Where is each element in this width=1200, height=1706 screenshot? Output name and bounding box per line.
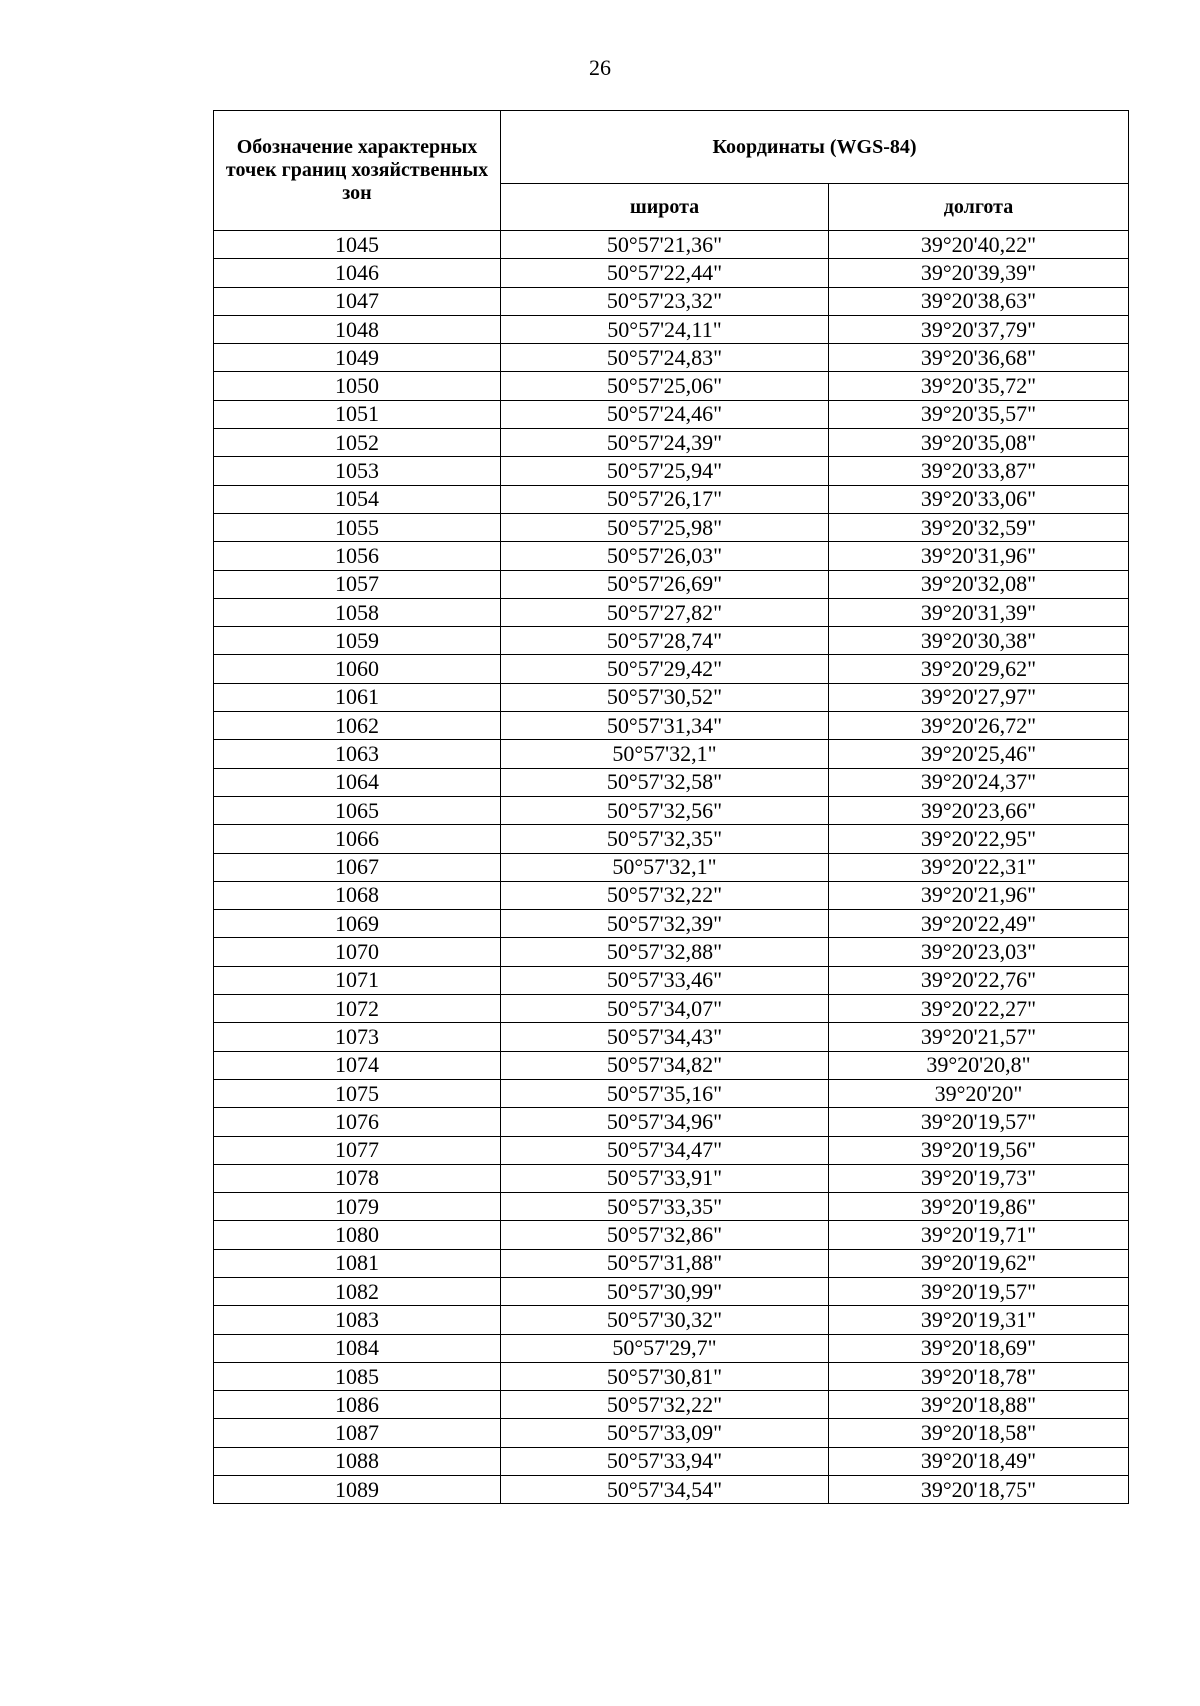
page-number: 26 [589,55,611,80]
table-row [214,1334,1129,1362]
longitude-cell: 39°20'31,96" [829,542,1129,570]
table-row [214,938,1129,966]
latitude-cell: 50°57'31,34" [501,712,829,740]
longitude-cell: 39°20'39,39" [829,259,1129,287]
longitude-cell: 39°20'18,49" [829,1447,1129,1475]
longitude-cell: 39°20'23,03" [829,938,1129,966]
point-cell: 1067 [214,853,501,881]
latitude-cell: 50°57'33,46" [501,966,829,994]
longitude-cell: 39°20'19,56" [829,1136,1129,1164]
longitude-cell: 39°20'30,38" [829,627,1129,655]
point-cell: 1060 [214,655,501,683]
table-row [214,231,1129,259]
latitude-cell: 50°57'32,35" [501,825,829,853]
point-cell: 1069 [214,910,501,938]
table-row [214,1051,1129,1079]
point-cell: 1061 [214,683,501,711]
point-cell: 1051 [214,400,501,428]
table-row [214,1108,1129,1136]
point-cell: 1070 [214,938,501,966]
point-cell: 1074 [214,1051,501,1079]
longitude-cell: 39°20'21,57" [829,1023,1129,1051]
latitude-cell: 50°57'34,07" [501,995,829,1023]
point-cell: 1052 [214,429,501,457]
latitude-cell: 50°57'24,39" [501,429,829,457]
latitude-cell: 50°57'30,32" [501,1306,829,1334]
longitude-cell: 39°20'22,49" [829,910,1129,938]
coordinates-header: Координаты (WGS-84) [501,111,1129,184]
table-row [214,825,1129,853]
point-cell: 1072 [214,995,501,1023]
latitude-cell: 50°57'35,16" [501,1079,829,1107]
longitude-cell: 39°20'35,08" [829,429,1129,457]
point-cell: 1081 [214,1249,501,1277]
latitude-cell: 50°57'24,11" [501,315,829,343]
point-cell: 1080 [214,1221,501,1249]
table-body [214,231,1129,1504]
latitude-cell: 50°57'26,03" [501,542,829,570]
point-cell: 1050 [214,372,501,400]
point-cell: 1088 [214,1447,501,1475]
table-row [214,1362,1129,1390]
table-row [214,1447,1129,1475]
latitude-cell: 50°57'29,42" [501,655,829,683]
table-row [214,1221,1129,1249]
longitude-cell: 39°20'18,69" [829,1334,1129,1362]
point-cell: 1049 [214,344,501,372]
table-row [214,995,1129,1023]
longitude-cell: 39°20'19,71" [829,1221,1129,1249]
latitude-cell: 50°57'25,06" [501,372,829,400]
longitude-cell: 39°20'18,58" [829,1419,1129,1447]
longitude-cell: 39°20'23,66" [829,796,1129,824]
point-cell: 1066 [214,825,501,853]
table-row [214,627,1129,655]
point-cell: 1073 [214,1023,501,1051]
table-row [214,259,1129,287]
point-cell: 1075 [214,1079,501,1107]
table-row [214,1079,1129,1107]
longitude-cell: 39°20'19,31" [829,1306,1129,1334]
header-row [214,111,1129,184]
longitude-cell: 39°20'35,57" [829,400,1129,428]
longitude-cell: 39°20'40,22" [829,231,1129,259]
latitude-cell: 50°57'26,17" [501,485,829,513]
longitude-cell: 39°20'26,72" [829,712,1129,740]
latitude-cell: 50°57'32,86" [501,1221,829,1249]
longitude-cell: 39°20'22,95" [829,825,1129,853]
latitude-cell: 50°57'34,54" [501,1476,829,1504]
table-header [214,111,1129,231]
table-row [214,853,1129,881]
table-row [214,287,1129,315]
longitude-cell: 39°20'29,62" [829,655,1129,683]
latitude-cell: 50°57'32,22" [501,1391,829,1419]
table-row [214,1193,1129,1221]
point-cell: 1059 [214,627,501,655]
longitude-cell: 39°20'19,62" [829,1249,1129,1277]
table-row [214,513,1129,541]
latitude-cell: 50°57'32,1" [501,740,829,768]
longitude-cell: 39°20'22,27" [829,995,1129,1023]
longitude-header: долгота [829,184,1129,231]
longitude-cell: 39°20'24,37" [829,768,1129,796]
table-row [214,1306,1129,1334]
latitude-cell: 50°57'24,83" [501,344,829,372]
table-row [214,768,1129,796]
latitude-cell: 50°57'34,47" [501,1136,829,1164]
point-cell: 1087 [214,1419,501,1447]
latitude-cell: 50°57'32,1" [501,853,829,881]
longitude-cell: 39°20'37,79" [829,315,1129,343]
table-row [214,598,1129,626]
latitude-cell: 50°57'34,82" [501,1051,829,1079]
longitude-cell: 39°20'25,46" [829,740,1129,768]
table-row [214,1476,1129,1504]
coordinates-table [213,110,1129,1504]
point-cell: 1064 [214,768,501,796]
latitude-cell: 50°57'24,46" [501,400,829,428]
point-cell: 1053 [214,457,501,485]
latitude-cell: 50°57'32,88" [501,938,829,966]
longitude-cell: 39°20'20,8" [829,1051,1129,1079]
table-row [214,881,1129,909]
table-row [214,400,1129,428]
table-row [214,429,1129,457]
longitude-cell: 39°20'33,06" [829,485,1129,513]
longitude-cell: 39°20'36,68" [829,344,1129,372]
longitude-cell: 39°20'27,97" [829,683,1129,711]
table-row [214,344,1129,372]
point-cell: 1078 [214,1164,501,1192]
point-cell: 1058 [214,598,501,626]
longitude-cell: 39°20'20" [829,1079,1129,1107]
table-row [214,683,1129,711]
point-cell: 1063 [214,740,501,768]
latitude-cell: 50°57'32,58" [501,768,829,796]
point-cell: 1065 [214,796,501,824]
latitude-cell: 50°57'33,09" [501,1419,829,1447]
point-cell: 1046 [214,259,501,287]
longitude-cell: 39°20'38,63" [829,287,1129,315]
point-cell: 1062 [214,712,501,740]
table-row [214,1249,1129,1277]
latitude-cell: 50°57'33,35" [501,1193,829,1221]
point-cell: 1054 [214,485,501,513]
latitude-cell: 50°57'34,43" [501,1023,829,1051]
table-row [214,372,1129,400]
table-row [214,712,1129,740]
latitude-cell: 50°57'30,81" [501,1362,829,1390]
table-row [214,1419,1129,1447]
latitude-cell: 50°57'30,52" [501,683,829,711]
latitude-cell: 50°57'28,74" [501,627,829,655]
longitude-cell: 39°20'18,75" [829,1476,1129,1504]
table-row [214,796,1129,824]
point-cell: 1084 [214,1334,501,1362]
longitude-cell: 39°20'31,39" [829,598,1129,626]
latitude-cell: 50°57'22,44" [501,259,829,287]
latitude-cell: 50°57'32,22" [501,881,829,909]
point-cell: 1085 [214,1362,501,1390]
longitude-cell: 39°20'22,76" [829,966,1129,994]
point-cell: 1048 [214,315,501,343]
latitude-cell: 50°57'26,69" [501,570,829,598]
longitude-cell: 39°20'19,86" [829,1193,1129,1221]
table-row [214,485,1129,513]
table-row [214,655,1129,683]
latitude-cell: 50°57'32,56" [501,796,829,824]
latitude-cell: 50°57'30,99" [501,1277,829,1305]
point-cell: 1082 [214,1277,501,1305]
latitude-cell: 50°57'25,98" [501,513,829,541]
latitude-header: широта [501,184,829,231]
latitude-cell: 50°57'33,94" [501,1447,829,1475]
latitude-cell: 50°57'25,94" [501,457,829,485]
table-row [214,1136,1129,1164]
latitude-cell: 50°57'21,36" [501,231,829,259]
longitude-cell: 39°20'18,78" [829,1362,1129,1390]
table-row [214,315,1129,343]
table-row [214,1023,1129,1051]
point-cell: 1089 [214,1476,501,1504]
table-row [214,966,1129,994]
point-cell: 1077 [214,1136,501,1164]
table-row [214,740,1129,768]
point-cell: 1083 [214,1306,501,1334]
table-row [214,910,1129,938]
point-cell: 1079 [214,1193,501,1221]
point-cell: 1071 [214,966,501,994]
table-row [214,570,1129,598]
latitude-cell: 50°57'33,91" [501,1164,829,1192]
longitude-cell: 39°20'18,88" [829,1391,1129,1419]
table-row [214,1277,1129,1305]
designation-header: Обозначение характерных точек границ хозяйственных зон [214,111,501,231]
longitude-cell: 39°20'21,96" [829,881,1129,909]
longitude-cell: 39°20'32,59" [829,513,1129,541]
point-cell: 1057 [214,570,501,598]
latitude-cell: 50°57'31,88" [501,1249,829,1277]
point-cell: 1068 [214,881,501,909]
point-cell: 1076 [214,1108,501,1136]
point-cell: 1045 [214,231,501,259]
longitude-cell: 39°20'19,73" [829,1164,1129,1192]
table-row [214,457,1129,485]
latitude-cell: 50°57'27,82" [501,598,829,626]
table-row [214,542,1129,570]
point-cell: 1056 [214,542,501,570]
point-cell: 1086 [214,1391,501,1419]
latitude-cell: 50°57'32,39" [501,910,829,938]
longitude-cell: 39°20'19,57" [829,1277,1129,1305]
latitude-cell: 50°57'29,7" [501,1334,829,1362]
latitude-cell: 50°57'34,96" [501,1108,829,1136]
latitude-cell: 50°57'23,32" [501,287,829,315]
table-row [214,1391,1129,1419]
longitude-cell: 39°20'19,57" [829,1108,1129,1136]
point-cell: 1047 [214,287,501,315]
longitude-cell: 39°20'33,87" [829,457,1129,485]
longitude-cell: 39°20'32,08" [829,570,1129,598]
table-row [214,1164,1129,1192]
point-cell: 1055 [214,513,501,541]
longitude-cell: 39°20'35,72" [829,372,1129,400]
longitude-cell: 39°20'22,31" [829,853,1129,881]
